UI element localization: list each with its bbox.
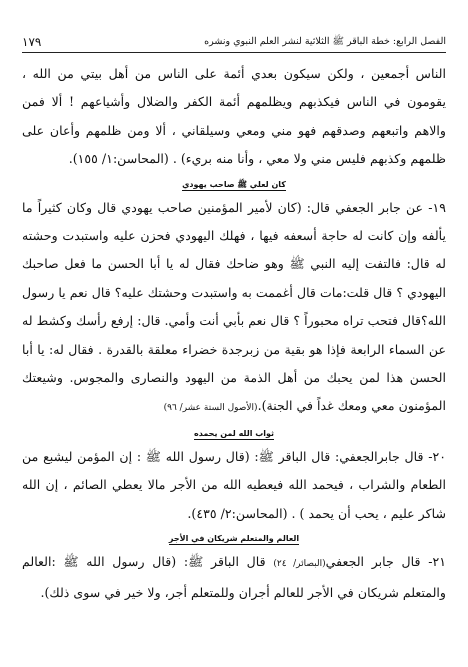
hadith-21-intro: ٢١- قال جابر الجعفي bbox=[325, 554, 446, 570]
header-divider bbox=[22, 52, 446, 53]
section-heading-text: ثواب الله لمن يحمده bbox=[193, 428, 275, 438]
hadith-19-citation: (الأصول الستة عشر/ ٩٦) bbox=[163, 403, 258, 414]
section-heading-text: كان لعلي ﷺ صاحب يهودي bbox=[182, 179, 286, 189]
section-heading-ali-jewish-companion bbox=[22, 176, 446, 194]
page-number: ١٧٩ bbox=[22, 35, 42, 49]
section-heading-reward-of-praise bbox=[22, 425, 446, 443]
hadith-19-text: ١٩- عن جابر الجعفي قال: (كان لأمير المؤمنين صاحب يهودي قال وكان كثيراً ما يألفه وإن كانت له حاجة أسعفه فيها ، فهلك اليهودي فحزن عليه واستبدت وحشته له قال: فالتفت إليه النبي ﷺ وهو ضاحك فقال له يا أبا الحسن ما فعل صاحبك اليهودي ؟ قال قلت:مات قال أغممت به واستبدت وحشتك عليه؟ قال نعم يا رسول الله؟قال فتحب تراه محبوراً ؟ قال نعم بأبي أنت وأمي. قال: إرفع رأسك وكشط له عن السماء الرابعة فإذا هو بقية من زبرجدة خضراء معلقة بالقدرة . فقال له: يا أبا الحسن هذا لمن يحبك من أهل الذمة من اليهود والنصارى والمجوس. وشيعتك المؤمنون معي ومعك غداً في الجنة). bbox=[22, 199, 446, 414]
paragraph-hadith-19 bbox=[22, 194, 446, 423]
hadith-21-text: قال الباقر ﷺ: (قال رسول الله ﷺ :العالم والمتعلم شريكان في الأجر للعالم أجران وللمتعلم أجر، ولا خير في سوى ذلك). bbox=[22, 554, 446, 600]
running-header bbox=[22, 34, 446, 50]
paragraph-hadith-20: ٢٠- قال جابرالجعفي: قال الباقر ﷺ: (قال رسول الله ﷺ : إن المؤمن ليشبع من الطعام والشراب ، فيحمد الله فيعطيه الله من الأجر مالا يعطي الصائم ، إن الله شاكر عليم ، يحب أن يحمد ) . (المحاسن:٢/ ٤٣٥). bbox=[22, 448, 446, 521]
body-text bbox=[22, 60, 446, 607]
section-heading-scholar-and-learner bbox=[22, 530, 446, 548]
paragraph-hadith-21 bbox=[22, 548, 446, 607]
chapter-title: الفصل الرابع: خطة الباقر ﷺ الثلاثية لنشر العلم النبوي ونشره bbox=[204, 36, 446, 47]
book-page bbox=[22, 12, 446, 652]
section-heading-text: العالم والمتعلم شريكان في الأجر bbox=[168, 534, 300, 544]
hadith-21-citation: (البصائر/ ٢٤) bbox=[273, 559, 326, 570]
paragraph-hadith-18-end: الناس أجمعين ، ولكن سيكون بعدي أئمة على الناس من أهل بيتي من الله ، يقومون في الناس فيكذبهم ويظلمهم أئمة الكفر والضلال وأشياعهم ! ألا فمن والاهم واتبعهم وصدقهم فهو مني ومعي وسيلقاني ، ألا ومن ظلمهم وأعان على ظلمهم وكذبهم فليس مني ولا معي ، وأنا منه بريء) . (المحاسن:١/ ١٥٥). bbox=[22, 66, 446, 167]
